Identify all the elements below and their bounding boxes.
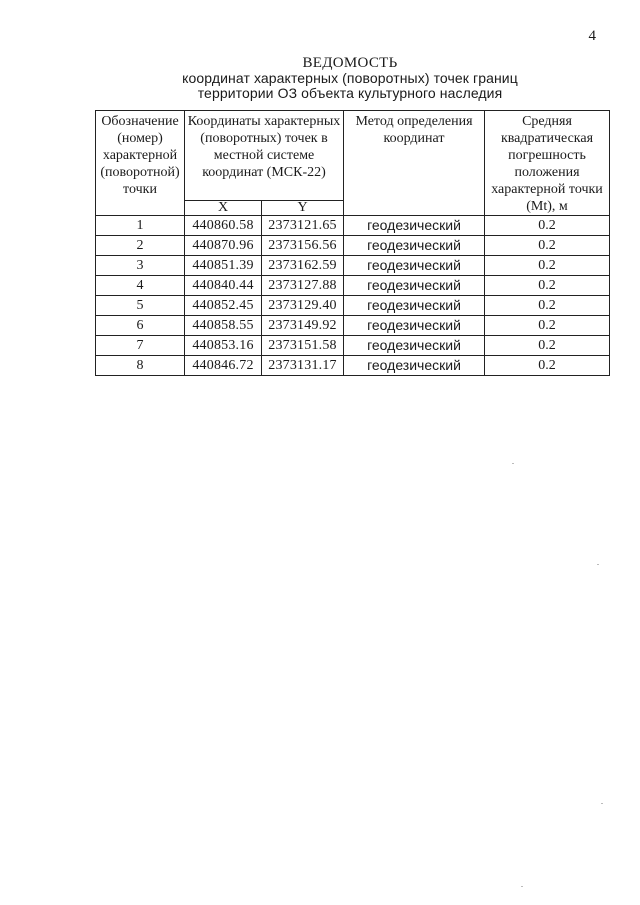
title-main: ВЕДОМОСТЬ xyxy=(302,55,398,71)
y-coordinate-cell: 2373127.88 xyxy=(262,276,344,296)
x-coordinate-cell: 440860.58 xyxy=(185,216,262,236)
x-coordinate-cell: 440870.96 xyxy=(185,236,262,256)
x-coordinate-cell: 440840.44 xyxy=(185,276,262,296)
method-cell: геодезический xyxy=(344,296,485,316)
x-coordinate-cell: 440853.16 xyxy=(185,336,262,356)
error-cell: 0.2 xyxy=(485,276,610,296)
y-coordinate-cell: 2373131.17 xyxy=(262,356,344,376)
method-cell: геодезический xyxy=(344,316,485,336)
error-cell: 0.2 xyxy=(485,256,610,276)
y-coordinate-cell: 2373129.40 xyxy=(262,296,344,316)
table-row xyxy=(96,256,610,276)
table-row xyxy=(96,216,610,236)
coordinates-table xyxy=(95,110,610,376)
method-cell: геодезический xyxy=(344,236,485,256)
y-coordinate-cell: 2373121.65 xyxy=(262,216,344,236)
method-cell: геодезический xyxy=(344,216,485,236)
x-coordinate-cell: 440851.39 xyxy=(185,256,262,276)
point-number-cell: 6 xyxy=(96,316,185,336)
title-line-1: координат характерных (поворотных) точек границ xyxy=(182,70,518,86)
error-cell: 0.2 xyxy=(485,236,610,256)
error-cell: 0.2 xyxy=(485,296,610,316)
header-designation: Обозначение (номер) характерной (поворотной) точки xyxy=(96,111,185,216)
header-method: Метод определения координат xyxy=(344,111,485,216)
table-row xyxy=(96,236,610,256)
table-row xyxy=(96,316,610,336)
method-cell: геодезический xyxy=(344,336,485,356)
point-number-cell: 7 xyxy=(96,336,185,356)
point-number-cell: 2 xyxy=(96,236,185,256)
y-coordinate-cell: 2373149.92 xyxy=(262,316,344,336)
header-coordinates: Координаты характерных (поворотных) точек в местной системе координат (МСК-22) xyxy=(185,111,344,201)
method-cell: геодезический xyxy=(344,276,485,296)
table-row xyxy=(96,356,610,376)
document-title xyxy=(90,56,610,101)
method-cell: геодезический xyxy=(344,356,485,376)
header-x: X xyxy=(185,200,262,215)
point-number-cell: 5 xyxy=(96,296,185,316)
x-coordinate-cell: 440852.45 xyxy=(185,296,262,316)
error-cell: 0.2 xyxy=(485,356,610,376)
point-number-cell: 3 xyxy=(96,256,185,276)
table-row xyxy=(96,276,610,296)
y-coordinate-cell: 2373162.59 xyxy=(262,256,344,276)
scan-speck xyxy=(521,886,523,887)
x-coordinate-cell: 440846.72 xyxy=(185,356,262,376)
page-number: 4 xyxy=(588,28,596,44)
x-coordinate-cell: 440858.55 xyxy=(185,316,262,336)
point-number-cell: 4 xyxy=(96,276,185,296)
scan-speck xyxy=(601,803,603,804)
point-number-cell: 8 xyxy=(96,356,185,376)
error-cell: 0.2 xyxy=(485,316,610,336)
scan-speck xyxy=(512,463,514,464)
title-line-2: территории ОЗ объекта культурного наследия xyxy=(197,85,503,101)
y-coordinate-cell: 2373151.58 xyxy=(262,336,344,356)
table-row xyxy=(96,296,610,316)
table-row xyxy=(96,336,610,356)
scan-speck xyxy=(597,564,599,565)
point-number-cell: 1 xyxy=(96,216,185,236)
error-cell: 0.2 xyxy=(485,336,610,356)
error-cell: 0.2 xyxy=(485,216,610,236)
header-error: Средняя квадратическая погрешность положения характерной точки (Mt), м xyxy=(485,111,610,216)
header-y: Y xyxy=(262,200,344,215)
y-coordinate-cell: 2373156.56 xyxy=(262,236,344,256)
method-cell: геодезический xyxy=(344,256,485,276)
